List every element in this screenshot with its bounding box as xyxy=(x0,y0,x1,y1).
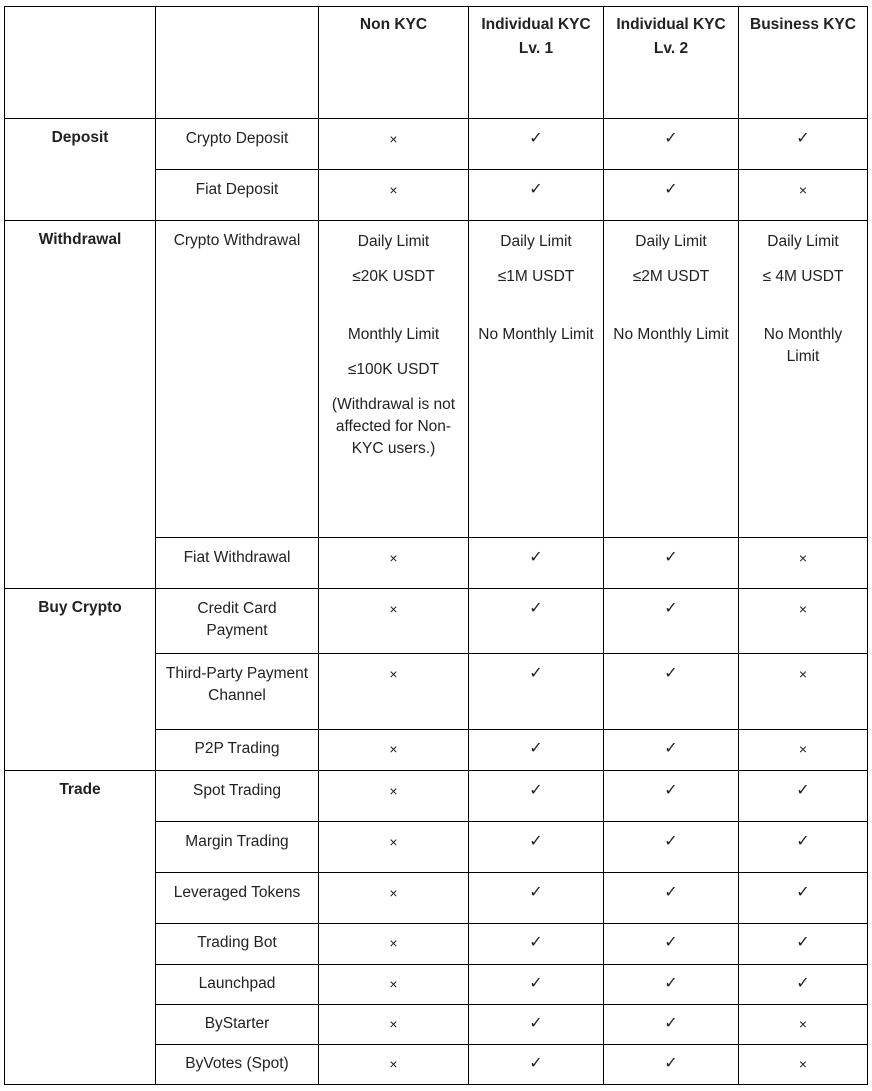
check-icon: ✓ xyxy=(664,600,678,617)
cross-icon: × xyxy=(389,601,398,617)
availability-lv1 xyxy=(469,965,604,1005)
daily-limit-value: ≤ 4M USDT xyxy=(762,268,844,285)
check-icon: ✓ xyxy=(529,934,543,951)
check-icon: ✓ xyxy=(529,181,543,198)
availability-non-kyc xyxy=(319,589,469,654)
availability-business xyxy=(739,924,868,965)
availability-non-kyc xyxy=(319,873,469,924)
availability-lv2 xyxy=(604,771,739,822)
availability-lv2 xyxy=(604,730,739,771)
daily-limit-label: Daily Limit xyxy=(767,233,839,250)
availability-non-kyc xyxy=(319,1005,469,1045)
limit-note: (Withdrawal is not affected for Non-KYC users.) xyxy=(331,396,456,457)
check-icon: ✓ xyxy=(529,740,543,757)
cross-icon: × xyxy=(389,550,398,566)
feature-label: P2P Trading xyxy=(156,730,319,771)
feature-label: Fiat Withdrawal xyxy=(156,538,319,589)
availability-non-kyc xyxy=(319,730,469,771)
check-icon: ✓ xyxy=(664,665,678,682)
check-icon: ✓ xyxy=(664,1015,678,1032)
check-icon: ✓ xyxy=(664,549,678,566)
check-icon: ✓ xyxy=(664,130,678,147)
header-individual-kyc-lv2: Individual KYC Lv. 2 xyxy=(604,7,739,119)
availability-business xyxy=(739,965,868,1005)
feature-label: Trading Bot xyxy=(156,924,319,965)
section-deposit: Deposit xyxy=(5,119,156,221)
header-individual-kyc-lv1: Individual KYC Lv. 1 xyxy=(469,7,604,119)
check-icon: ✓ xyxy=(529,665,543,682)
availability-lv2 xyxy=(604,119,739,170)
check-icon: ✓ xyxy=(664,782,678,799)
availability-non-kyc xyxy=(319,538,469,589)
availability-lv2 xyxy=(604,924,739,965)
daily-limit-value: ≤20K USDT xyxy=(352,268,435,285)
monthly-limit-value: No Monthly Limit xyxy=(763,326,843,365)
availability-non-kyc xyxy=(319,170,469,221)
check-icon: ✓ xyxy=(664,833,678,850)
check-icon: ✓ xyxy=(529,600,543,617)
daily-limit-value: ≤2M USDT xyxy=(632,268,710,285)
check-icon: ✓ xyxy=(664,181,678,198)
check-icon: ✓ xyxy=(529,975,543,992)
availability-lv1 xyxy=(469,589,604,654)
availability-business xyxy=(739,822,868,873)
limit-lv1 xyxy=(469,221,604,538)
monthly-limit-value: No Monthly Limit xyxy=(478,326,594,343)
section-trade: Trade xyxy=(5,771,156,1085)
feature-label: Crypto Withdrawal xyxy=(156,221,319,538)
cross-icon: × xyxy=(798,1016,808,1032)
feature-label: Fiat Deposit xyxy=(156,170,319,221)
check-icon: ✓ xyxy=(664,934,678,951)
availability-business xyxy=(739,1005,868,1045)
availability-business xyxy=(739,170,868,221)
check-icon: ✓ xyxy=(529,1015,543,1032)
availability-lv2 xyxy=(604,538,739,589)
availability-business xyxy=(739,589,868,654)
availability-lv1 xyxy=(469,654,604,730)
availability-non-kyc xyxy=(319,771,469,822)
check-icon: ✓ xyxy=(664,740,678,757)
availability-lv1 xyxy=(469,771,604,822)
availability-lv2 xyxy=(604,873,739,924)
availability-lv1 xyxy=(469,170,604,221)
check-icon: ✓ xyxy=(796,975,810,992)
feature-label: Third-Party Payment Channel xyxy=(156,654,319,730)
check-icon: ✓ xyxy=(529,130,543,147)
check-icon: ✓ xyxy=(796,934,810,951)
availability-lv2 xyxy=(604,654,739,730)
daily-limit-value: ≤1M USDT xyxy=(497,268,575,285)
check-icon: ✓ xyxy=(529,884,543,901)
cross-icon: × xyxy=(798,601,808,617)
availability-lv1 xyxy=(469,822,604,873)
cross-icon: × xyxy=(389,1016,398,1032)
cross-icon: × xyxy=(389,1056,398,1072)
limit-non-kyc xyxy=(319,221,469,538)
availability-non-kyc xyxy=(319,119,469,170)
table-row xyxy=(5,589,868,654)
monthly-limit-value: No Monthly Limit xyxy=(613,326,729,343)
availability-non-kyc xyxy=(319,924,469,965)
section-withdrawal: Withdrawal xyxy=(5,221,156,589)
availability-lv1 xyxy=(469,538,604,589)
daily-limit-label: Daily Limit xyxy=(357,233,430,250)
header-blank-2 xyxy=(156,7,319,119)
cross-icon: × xyxy=(389,666,398,682)
daily-limit-label: Daily Limit xyxy=(635,233,707,250)
daily-limit-label: Daily Limit xyxy=(500,233,572,250)
availability-lv2 xyxy=(604,170,739,221)
check-icon: ✓ xyxy=(796,884,810,901)
availability-business xyxy=(739,873,868,924)
section-buy-crypto: Buy Crypto xyxy=(5,589,156,771)
availability-business xyxy=(739,654,868,730)
cross-icon: × xyxy=(798,741,808,757)
check-icon: ✓ xyxy=(796,130,810,147)
availability-lv1 xyxy=(469,924,604,965)
availability-lv2 xyxy=(604,822,739,873)
availability-lv1 xyxy=(469,730,604,771)
cross-icon: × xyxy=(389,935,398,951)
availability-lv2 xyxy=(604,1005,739,1045)
check-icon: ✓ xyxy=(529,782,543,799)
cross-icon: × xyxy=(798,182,808,198)
availability-non-kyc xyxy=(319,654,469,730)
availability-business xyxy=(739,1045,868,1085)
cross-icon: × xyxy=(389,131,398,147)
cross-icon: × xyxy=(798,666,808,682)
feature-label: Credit Card Payment xyxy=(156,589,319,654)
availability-non-kyc xyxy=(319,1045,469,1085)
cross-icon: × xyxy=(389,976,398,992)
cross-icon: × xyxy=(389,834,398,850)
header-blank-1 xyxy=(5,7,156,119)
check-icon: ✓ xyxy=(529,549,543,566)
availability-business xyxy=(739,119,868,170)
availability-business xyxy=(739,538,868,589)
availability-lv1 xyxy=(469,873,604,924)
table-row xyxy=(5,771,868,822)
kyc-comparison-table xyxy=(4,6,868,1085)
feature-label: Margin Trading xyxy=(156,822,319,873)
check-icon: ✓ xyxy=(664,884,678,901)
availability-business xyxy=(739,730,868,771)
header-business-kyc: Business KYC xyxy=(739,7,868,119)
availability-lv2 xyxy=(604,589,739,654)
availability-lv1 xyxy=(469,1045,604,1085)
availability-lv2 xyxy=(604,965,739,1005)
monthly-limit-value: ≤100K USDT xyxy=(347,361,440,378)
availability-lv2 xyxy=(604,1045,739,1085)
cross-icon: × xyxy=(389,885,398,901)
cross-icon: × xyxy=(389,741,398,757)
availability-business xyxy=(739,771,868,822)
table-row xyxy=(5,221,868,538)
cross-icon: × xyxy=(389,783,398,799)
monthly-limit-label: Monthly Limit xyxy=(347,326,440,343)
feature-label: Leveraged Tokens xyxy=(156,873,319,924)
feature-label: ByStarter xyxy=(156,1005,319,1045)
availability-non-kyc xyxy=(319,822,469,873)
check-icon: ✓ xyxy=(664,1055,678,1072)
cross-icon: × xyxy=(389,182,398,198)
feature-label: Spot Trading xyxy=(156,771,319,822)
feature-label: Launchpad xyxy=(156,965,319,1005)
table-row xyxy=(5,119,868,170)
header-row xyxy=(5,7,868,119)
check-icon: ✓ xyxy=(529,1055,543,1072)
cross-icon: × xyxy=(798,1056,808,1072)
feature-label: Crypto Deposit xyxy=(156,119,319,170)
check-icon: ✓ xyxy=(796,782,810,799)
check-icon: ✓ xyxy=(796,833,810,850)
availability-lv1 xyxy=(469,119,604,170)
feature-label: ByVotes (Spot) xyxy=(156,1045,319,1085)
limit-business xyxy=(739,221,868,538)
check-icon: ✓ xyxy=(529,833,543,850)
availability-lv1 xyxy=(469,1005,604,1045)
check-icon: ✓ xyxy=(664,975,678,992)
cross-icon: × xyxy=(798,550,808,566)
header-non-kyc: Non KYC xyxy=(319,7,469,119)
limit-lv2 xyxy=(604,221,739,538)
availability-non-kyc xyxy=(319,965,469,1005)
